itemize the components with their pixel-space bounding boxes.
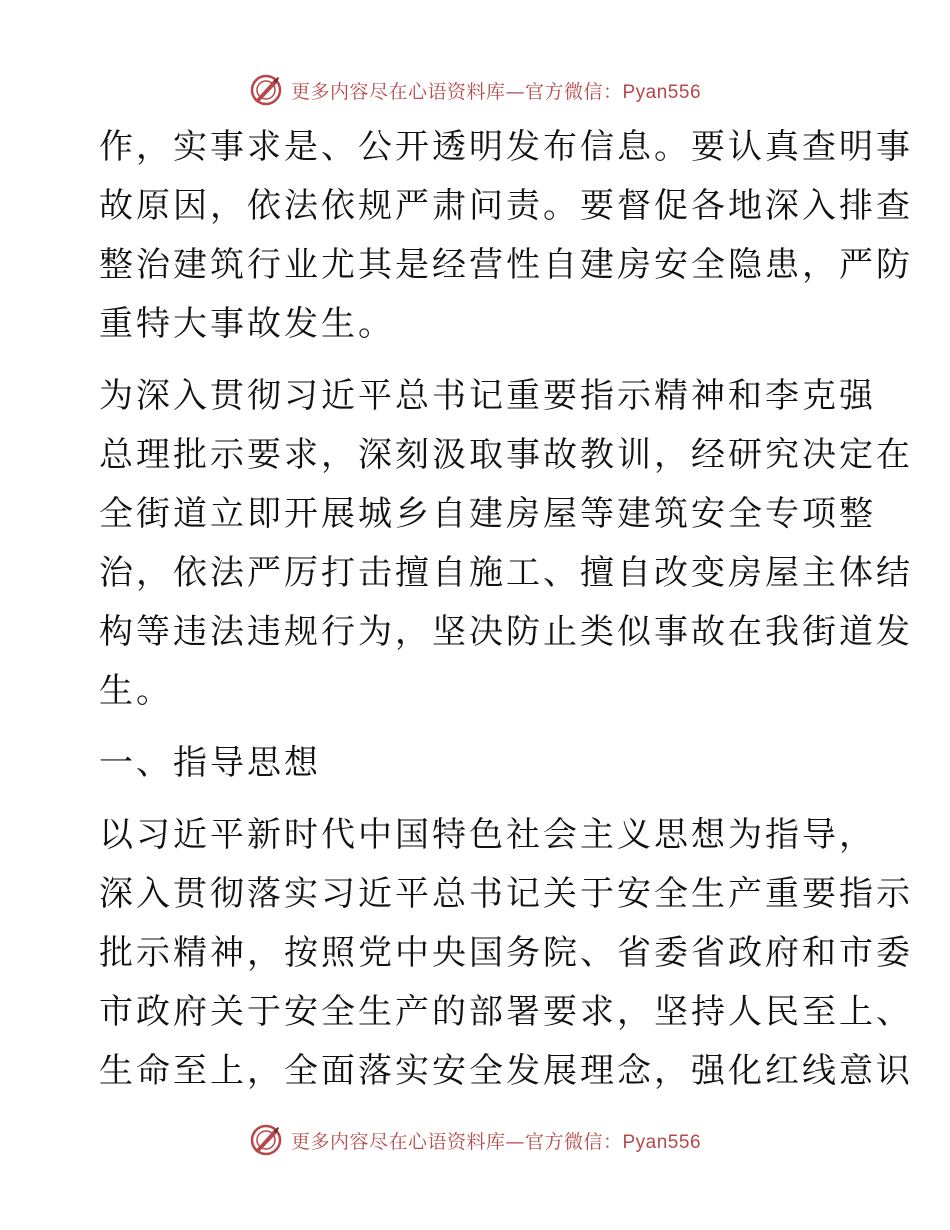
watermark-main: 更多内容尽在心语资料库 [290,1130,506,1153]
watermark-wechat-label: 官方微信： [524,80,623,103]
watermark-dash: — [505,1130,525,1153]
paragraph [99,806,913,1101]
text-line: 构等违法违规行为，坚决防止类似事故在我街道发 [99,612,913,652]
watermark-header [0,70,950,110]
text-line: 批示精神，按照党中央国务院、省委省政府和市委 [99,933,913,973]
text-line: 全街道立即开展城乡自建房屋等建筑安全专项整 [99,494,876,534]
text-line: 市政府关于安全生产的部署要求，坚持人民至上、 [99,992,913,1032]
watermark-dash: — [505,80,525,103]
heading-line: 一、指导思想 [99,743,321,783]
watermark-text [291,1127,701,1154]
text-line: 总理批示要求，深刻汲取事故教训，经研究决定在 [99,435,913,475]
watermark-footer [0,1120,950,1160]
paragraph [99,367,913,721]
document-body [99,118,913,1101]
text-line: 深入贯彻落实习近平总书记关于安全生产重要指示 [99,874,913,914]
paragraph [99,118,913,354]
text-line: 为深入贯彻习近平总书记重要指示精神和李克强 [99,376,876,416]
watermark-wechat-id: Pyan556 [622,81,702,103]
text-line: 生命至上，全面落实安全发展理念，强化红线意识 [99,1051,913,1091]
text-line: 重特大事故发生。 [99,304,395,344]
text-line: 整治建筑行业尤其是经营性自建房安全隐患，严防 [99,245,913,285]
text-line: 故原因，依法依规严肃问责。要督促各地深入排查 [99,186,913,226]
quill-logo-icon [249,73,283,107]
text-line: 生。 [99,671,173,711]
text-line: 治，依法严厉打击擅自施工、擅自改变房屋主体结 [99,553,913,593]
watermark-wechat-label: 官方微信： [524,1130,623,1153]
watermark-text [291,77,701,104]
watermark-wechat-id: Pyan556 [622,1131,702,1153]
section-heading [99,734,859,793]
text-line: 作，实事求是、公开透明发布信息。要认真查明事 [99,127,913,167]
quill-logo-icon [249,1123,283,1157]
watermark-main: 更多内容尽在心语资料库 [290,80,506,103]
text-line: 以习近平新时代中国特色社会主义思想为指导， [99,815,876,855]
